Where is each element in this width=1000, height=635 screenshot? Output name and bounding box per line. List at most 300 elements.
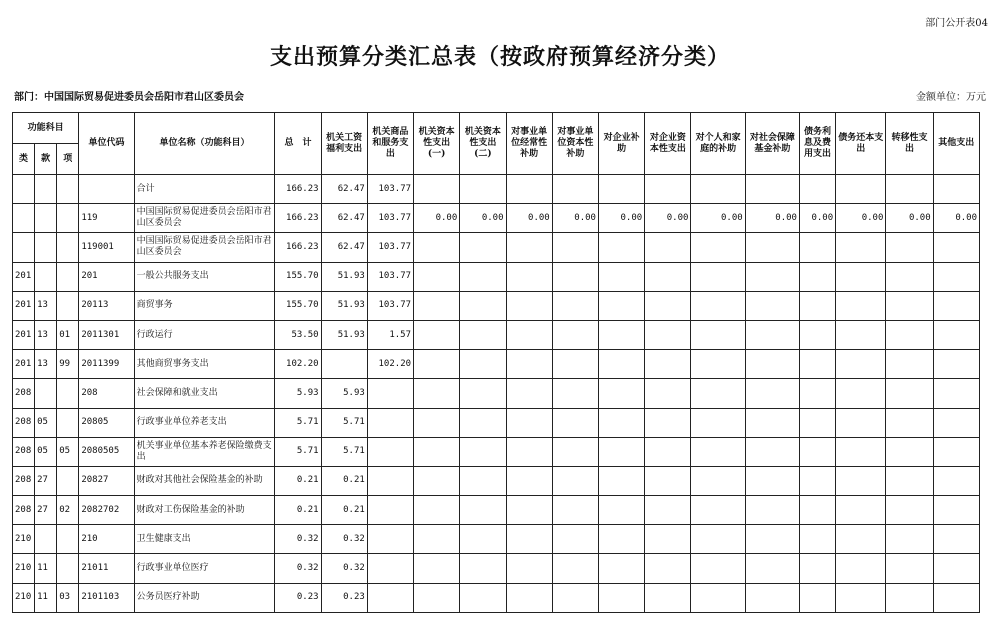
cell-amount (886, 437, 933, 466)
header-lei: 类 (13, 144, 35, 175)
cell-unit-code: 210 (79, 525, 134, 554)
cell-amount: 0.00 (552, 204, 598, 233)
cell-amount (506, 408, 552, 437)
cell-total: 0.32 (275, 525, 321, 554)
cell-amount: 0.32 (321, 554, 367, 583)
cell-kuan: 13 (35, 291, 57, 320)
header-amount-col: 债务利息及费用支出 (799, 113, 835, 175)
cell-amount (598, 291, 644, 320)
cell-amount (933, 583, 979, 612)
cell-kuan: 05 (35, 437, 57, 466)
cell-amount: 0.00 (745, 204, 799, 233)
cell-unit-code: 201 (79, 262, 134, 291)
cell-unit-name: 行政运行 (134, 320, 275, 349)
cell-amount (506, 262, 552, 291)
cell-amount (598, 233, 644, 262)
cell-amount: 103.77 (367, 291, 413, 320)
cell-amount (933, 466, 979, 495)
cell-amount (886, 408, 933, 437)
cell-amount (598, 320, 644, 349)
cell-amount (799, 291, 835, 320)
cell-amount (745, 262, 799, 291)
cell-amount: 5.93 (321, 379, 367, 408)
cell-amount: 5.71 (321, 408, 367, 437)
cell-amount (645, 379, 691, 408)
cell-amount (367, 525, 413, 554)
cell-unit-code: 208 (79, 379, 134, 408)
header-amount-col: 机关资本性支出(一) (414, 113, 460, 175)
cell-amount (836, 437, 886, 466)
cell-kuan (35, 175, 57, 204)
cell-amount (836, 525, 886, 554)
form-number: 部门公开表04 (925, 18, 988, 29)
cell-amount (691, 466, 745, 495)
cell-amount (414, 437, 460, 466)
cell-amount: 0.00 (460, 204, 506, 233)
cell-unit-name: 合计 (134, 175, 275, 204)
cell-amount (414, 291, 460, 320)
cell-amount: 0.00 (799, 204, 835, 233)
header-row-1 (13, 113, 980, 144)
cell-amount (836, 320, 886, 349)
cell-lei: 210 (13, 525, 35, 554)
cell-xiang (57, 262, 79, 291)
header-amount-col: 对个人和家庭的补助 (691, 113, 745, 175)
cell-amount (745, 175, 799, 204)
table-row (13, 525, 980, 554)
cell-unit-code: 20805 (79, 408, 134, 437)
cell-amount: 0.21 (321, 466, 367, 495)
header-amount-col: 对企业补助 (598, 113, 644, 175)
cell-xiang (57, 554, 79, 583)
cell-amount (799, 437, 835, 466)
cell-amount (414, 262, 460, 291)
cell-amount (691, 554, 745, 583)
cell-amount (933, 496, 979, 525)
table-row (13, 350, 980, 379)
cell-amount (414, 554, 460, 583)
cell-total: 5.71 (275, 437, 321, 466)
cell-amount (367, 379, 413, 408)
header-amount-col: 机关资本性支出(二) (460, 113, 506, 175)
cell-amount: 62.47 (321, 204, 367, 233)
cell-unit-name: 其他商贸事务支出 (134, 350, 275, 379)
cell-amount (933, 262, 979, 291)
header-amount-col: 对事业单位资本性补助 (552, 113, 598, 175)
cell-amount (799, 233, 835, 262)
table-row (13, 379, 980, 408)
cell-amount (836, 233, 886, 262)
header-function-group: 功能科目 (13, 113, 79, 144)
cell-amount (367, 466, 413, 495)
cell-amount (367, 408, 413, 437)
cell-unit-name: 行政事业单位医疗 (134, 554, 275, 583)
cell-amount (799, 262, 835, 291)
cell-amount (691, 379, 745, 408)
cell-total: 5.71 (275, 408, 321, 437)
cell-amount (799, 379, 835, 408)
cell-xiang: 02 (57, 496, 79, 525)
cell-amount (836, 496, 886, 525)
cell-xiang: 03 (57, 583, 79, 612)
cell-lei: 201 (13, 291, 35, 320)
cell-amount (745, 379, 799, 408)
cell-lei: 208 (13, 437, 35, 466)
cell-amount (414, 408, 460, 437)
cell-amount (836, 262, 886, 291)
cell-amount: 0.00 (598, 204, 644, 233)
cell-amount (836, 291, 886, 320)
cell-amount (414, 320, 460, 349)
cell-amount (414, 466, 460, 495)
table-row (13, 437, 980, 466)
cell-amount (506, 175, 552, 204)
cell-amount (691, 291, 745, 320)
cell-total: 166.23 (275, 175, 321, 204)
cell-amount (367, 583, 413, 612)
table-row (13, 408, 980, 437)
cell-amount (598, 583, 644, 612)
cell-amount (552, 437, 598, 466)
cell-amount (799, 350, 835, 379)
cell-amount (460, 583, 506, 612)
cell-total: 5.93 (275, 379, 321, 408)
cell-kuan (35, 379, 57, 408)
cell-amount (598, 466, 644, 495)
cell-amount: 0.00 (414, 204, 460, 233)
cell-xiang (57, 204, 79, 233)
cell-amount (745, 291, 799, 320)
cell-amount (645, 350, 691, 379)
cell-xiang (57, 379, 79, 408)
cell-unit-code: 20113 (79, 291, 134, 320)
cell-amount: 103.77 (367, 204, 413, 233)
header-amount-col: 其他支出 (933, 113, 979, 175)
cell-amount (745, 408, 799, 437)
cell-amount (836, 554, 886, 583)
cell-total: 166.23 (275, 233, 321, 262)
cell-amount: 1.57 (367, 320, 413, 349)
department-label: 部门：中国国际贸易促进委员会岳阳市君山区委员会 (14, 92, 244, 103)
table-row (13, 175, 980, 204)
cell-amount (506, 554, 552, 583)
header-amount-col: 机关商品和服务支出 (367, 113, 413, 175)
cell-total: 102.20 (275, 350, 321, 379)
cell-amount (552, 496, 598, 525)
cell-amount: 102.20 (367, 350, 413, 379)
cell-unit-code: 21011 (79, 554, 134, 583)
cell-amount (691, 408, 745, 437)
cell-amount (691, 525, 745, 554)
cell-amount (414, 379, 460, 408)
cell-amount (933, 233, 979, 262)
cell-amount (933, 554, 979, 583)
cell-amount (414, 496, 460, 525)
cell-amount (836, 466, 886, 495)
cell-lei: 201 (13, 350, 35, 379)
table-row (13, 233, 980, 262)
cell-kuan: 27 (35, 466, 57, 495)
cell-amount (367, 496, 413, 525)
cell-xiang (57, 291, 79, 320)
cell-amount (691, 583, 745, 612)
cell-amount (598, 175, 644, 204)
cell-amount (691, 175, 745, 204)
header-amount-col: 债务还本支出 (836, 113, 886, 175)
cell-amount: 0.00 (506, 204, 552, 233)
cell-unit-code (79, 175, 134, 204)
cell-lei: 208 (13, 466, 35, 495)
cell-amount (691, 233, 745, 262)
cell-unit-code: 2011301 (79, 320, 134, 349)
cell-amount (460, 525, 506, 554)
cell-xiang (57, 175, 79, 204)
cell-amount (933, 350, 979, 379)
cell-amount (933, 175, 979, 204)
cell-amount (552, 350, 598, 379)
cell-amount (745, 583, 799, 612)
cell-amount (836, 408, 886, 437)
cell-amount: 0.21 (321, 496, 367, 525)
cell-total: 166.23 (275, 204, 321, 233)
cell-xiang (57, 233, 79, 262)
budget-table (12, 112, 980, 613)
cell-amount (598, 262, 644, 291)
table-row (13, 466, 980, 495)
cell-amount (414, 233, 460, 262)
cell-kuan: 11 (35, 554, 57, 583)
table-row (13, 262, 980, 291)
cell-unit-code: 2082702 (79, 496, 134, 525)
page-title: 支出预算分类汇总表（按政府预算经济分类） (269, 44, 730, 70)
cell-amount (506, 583, 552, 612)
cell-amount (598, 350, 644, 379)
cell-total: 0.21 (275, 466, 321, 495)
cell-amount: 0.00 (645, 204, 691, 233)
header-amount-col: 机关工资福利支出 (321, 113, 367, 175)
cell-amount (598, 437, 644, 466)
cell-amount (506, 496, 552, 525)
cell-kuan: 27 (35, 496, 57, 525)
cell-amount (552, 525, 598, 554)
cell-amount (460, 466, 506, 495)
cell-amount (691, 320, 745, 349)
cell-amount (933, 320, 979, 349)
header-amount-col: 转移性支出 (886, 113, 933, 175)
cell-amount: 0.00 (886, 204, 933, 233)
cell-amount (598, 554, 644, 583)
cell-xiang: 01 (57, 320, 79, 349)
cell-amount (552, 554, 598, 583)
cell-amount: 62.47 (321, 175, 367, 204)
cell-amount: 0.00 (836, 204, 886, 233)
cell-amount: 103.77 (367, 233, 413, 262)
cell-amount (886, 466, 933, 495)
cell-amount: 103.77 (367, 262, 413, 291)
cell-amount (745, 233, 799, 262)
cell-amount: 0.23 (321, 583, 367, 612)
cell-unit-name: 一般公共服务支出 (134, 262, 275, 291)
cell-amount (886, 320, 933, 349)
cell-kuan (35, 233, 57, 262)
cell-amount (460, 554, 506, 583)
cell-amount (506, 466, 552, 495)
cell-amount (598, 379, 644, 408)
cell-amount (460, 262, 506, 291)
cell-amount (933, 437, 979, 466)
cell-amount (799, 466, 835, 495)
cell-unit-name: 机关事业单位基本养老保险缴费支出 (134, 437, 275, 466)
header-total: 总 计 (275, 113, 321, 175)
cell-xiang: 05 (57, 437, 79, 466)
cell-amount (799, 320, 835, 349)
cell-kuan (35, 262, 57, 291)
table-body (13, 175, 980, 613)
cell-amount (460, 379, 506, 408)
cell-amount (933, 408, 979, 437)
cell-amount (799, 496, 835, 525)
cell-amount (691, 437, 745, 466)
cell-unit-name: 公务员医疗补助 (134, 583, 275, 612)
cell-amount (460, 408, 506, 437)
cell-amount (886, 554, 933, 583)
cell-unit-name: 财政对其他社会保险基金的补助 (134, 466, 275, 495)
cell-amount (933, 379, 979, 408)
cell-amount (886, 496, 933, 525)
cell-lei: 201 (13, 320, 35, 349)
cell-amount (799, 525, 835, 554)
cell-amount: 51.93 (321, 262, 367, 291)
cell-amount (645, 175, 691, 204)
cell-amount (321, 350, 367, 379)
cell-amount (745, 554, 799, 583)
cell-amount (836, 350, 886, 379)
cell-amount (598, 496, 644, 525)
cell-amount (745, 496, 799, 525)
cell-amount (745, 437, 799, 466)
cell-amount (745, 525, 799, 554)
cell-amount: 0.00 (691, 204, 745, 233)
cell-xiang (57, 466, 79, 495)
cell-unit-code: 119 (79, 204, 134, 233)
cell-amount (506, 291, 552, 320)
cell-kuan: 11 (35, 583, 57, 612)
cell-amount (799, 408, 835, 437)
cell-amount (414, 175, 460, 204)
cell-amount (552, 466, 598, 495)
cell-unit-code: 119001 (79, 233, 134, 262)
cell-amount (367, 554, 413, 583)
table-row (13, 583, 980, 612)
cell-amount (460, 437, 506, 466)
cell-amount (886, 175, 933, 204)
cell-unit-name: 行政事业单位养老支出 (134, 408, 275, 437)
cell-lei (13, 233, 35, 262)
cell-amount (506, 525, 552, 554)
cell-amount (506, 379, 552, 408)
table-row (13, 204, 980, 233)
cell-kuan: 13 (35, 350, 57, 379)
cell-amount (886, 583, 933, 612)
cell-amount (836, 175, 886, 204)
cell-amount (414, 350, 460, 379)
cell-xiang (57, 408, 79, 437)
cell-amount (552, 320, 598, 349)
table-row (13, 496, 980, 525)
cell-amount (645, 262, 691, 291)
cell-amount (799, 175, 835, 204)
cell-amount: 5.71 (321, 437, 367, 466)
cell-unit-name: 卫生健康支出 (134, 525, 275, 554)
cell-amount (645, 466, 691, 495)
cell-amount (799, 554, 835, 583)
cell-amount (645, 437, 691, 466)
cell-amount (645, 554, 691, 583)
cell-amount (886, 291, 933, 320)
cell-amount (645, 291, 691, 320)
cell-unit-code: 2011399 (79, 350, 134, 379)
cell-lei: 208 (13, 496, 35, 525)
cell-amount: 103.77 (367, 175, 413, 204)
cell-amount (886, 262, 933, 291)
cell-amount (460, 233, 506, 262)
cell-lei: 208 (13, 379, 35, 408)
cell-amount (460, 350, 506, 379)
cell-amount (886, 350, 933, 379)
cell-amount (886, 233, 933, 262)
cell-amount (414, 583, 460, 612)
cell-kuan (35, 525, 57, 554)
cell-amount (645, 525, 691, 554)
header-xiang: 项 (57, 144, 79, 175)
cell-amount (367, 437, 413, 466)
cell-total: 53.50 (275, 320, 321, 349)
cell-amount (598, 525, 644, 554)
cell-amount (460, 175, 506, 204)
cell-amount (598, 408, 644, 437)
cell-amount (552, 262, 598, 291)
cell-total: 155.70 (275, 291, 321, 320)
cell-amount (460, 496, 506, 525)
cell-lei (13, 204, 35, 233)
cell-amount: 51.93 (321, 320, 367, 349)
cell-amount (552, 291, 598, 320)
header-amount-col: 对社会保障基金补助 (745, 113, 799, 175)
cell-amount (645, 583, 691, 612)
cell-amount (552, 408, 598, 437)
cell-amount (506, 233, 552, 262)
table-row (13, 291, 980, 320)
cell-amount: 62.47 (321, 233, 367, 262)
header-unit-code: 单位代码 (79, 113, 134, 175)
amount-unit-label: 金额单位：万元 (916, 92, 986, 103)
cell-amount (552, 175, 598, 204)
cell-amount (460, 320, 506, 349)
cell-amount (645, 233, 691, 262)
cell-total: 0.21 (275, 496, 321, 525)
cell-amount (836, 379, 886, 408)
cell-amount (886, 379, 933, 408)
cell-amount (745, 320, 799, 349)
cell-amount (506, 320, 552, 349)
cell-total: 0.32 (275, 554, 321, 583)
header-unit-name: 单位名称（功能科目） (134, 113, 275, 175)
cell-lei: 210 (13, 583, 35, 612)
cell-kuan: 05 (35, 408, 57, 437)
cell-amount (836, 583, 886, 612)
cell-amount (414, 525, 460, 554)
cell-amount: 0.00 (933, 204, 979, 233)
